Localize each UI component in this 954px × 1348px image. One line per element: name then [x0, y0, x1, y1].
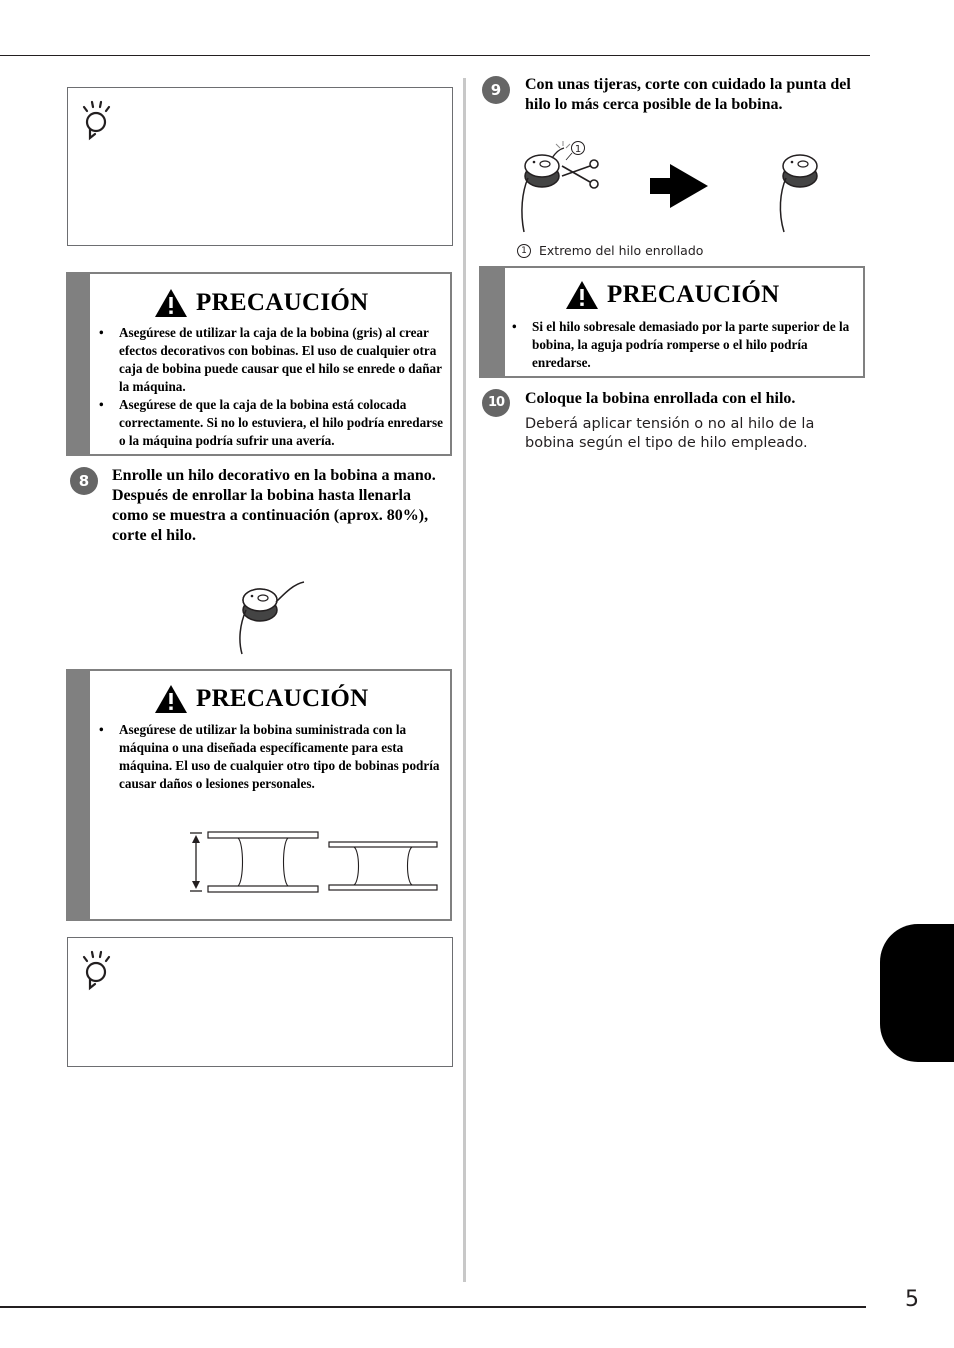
- column-divider: [463, 78, 466, 1282]
- caution-heading: [154, 684, 368, 714]
- chapter-side-tab: [880, 924, 954, 1062]
- bobbin-profile-diagram: [184, 829, 444, 895]
- warning-triangle-icon: [154, 288, 188, 318]
- note-lightbulb-icon: [78, 948, 114, 992]
- step-10-text: Coloque la bobina enrollada con el hilo.: [525, 390, 796, 407]
- page-number: 5: [905, 1287, 919, 1312]
- caution-list: [505, 318, 859, 372]
- caption-text: Extremo del hilo enrollado: [539, 243, 704, 258]
- caution-item: • Asegúrese de utilizar la caja de la bobina (gris) al crear efectos decorativos con bobinas. El uso de cualquier otra caja de bobina puede causar que el hilo se enrede o dañar la máquina.: [92, 324, 448, 396]
- caution-side-bar: [68, 671, 90, 919]
- caution-heading: [565, 280, 779, 310]
- warning-triangle-icon: [154, 684, 188, 714]
- note-lightbulb-icon: [78, 98, 114, 142]
- warning-triangle-icon: [565, 280, 599, 310]
- step-number-badge: 10: [482, 389, 510, 417]
- step-number-badge: 8: [70, 467, 98, 495]
- caution-heading-text: PRECAUCIÓN: [607, 281, 780, 308]
- caution-heading: [154, 288, 368, 318]
- step-10-body: Deberá aplicar tensión o no al hilo de la bobina según el tipo de hilo empleado.: [525, 416, 815, 451]
- caution-item: • Asegúrese de que la caja de la bobina está colocada correctamente. Si no lo estuviera, el hilo podría enredarse o la máquina podría sufrir una avería.: [92, 396, 448, 450]
- figure-caption: [517, 243, 703, 258]
- caution-box-bobbin-case: [66, 272, 452, 456]
- step-8-text: Enrolle un hilo decorativo en la bobina a mano. Después de enrollar la bobina hasta llenarla como se muestra a continuación (aprox. 80%), corte el hilo.: [112, 467, 436, 544]
- caution-side-bar: [481, 268, 505, 376]
- caption-number: 1: [517, 244, 531, 258]
- note-box-bottom: [67, 937, 453, 1067]
- caution-box-bobbin-type: [66, 669, 452, 921]
- step-9-text: Con unas tijeras, corte con cuidado la punta del hilo lo más cerca posible de la bobina.: [525, 76, 851, 113]
- caution-side-bar: [68, 274, 90, 454]
- caution-item: • Si el hilo sobresale demasiado por la parte superior de la bobina, la aguja podría romperse o el hilo podría enredarse.: [505, 318, 859, 372]
- wound-bobbin-figure: [230, 574, 320, 660]
- caution-heading-text: PRECAUCIÓN: [196, 685, 369, 712]
- step-number-badge: 9: [482, 76, 510, 104]
- note-box-top: [67, 87, 453, 246]
- caution-box-thread-length: [479, 266, 865, 378]
- top-rule: [0, 55, 870, 56]
- caution-list: [92, 324, 448, 450]
- cut-thread-figure: [512, 136, 832, 236]
- bottom-rule: [0, 1306, 866, 1308]
- caution-heading-text: PRECAUCIÓN: [196, 289, 369, 316]
- figure-callout-number: 1: [574, 144, 582, 155]
- caution-item: • Asegúrese de utilizar la bobina suministrada con la máquina o una diseñada específicamente para esta máquina. El uso de cualquier otro tipo de bobinas podría causar daños o lesiones personales.: [92, 721, 448, 793]
- caution-list: [92, 721, 448, 793]
